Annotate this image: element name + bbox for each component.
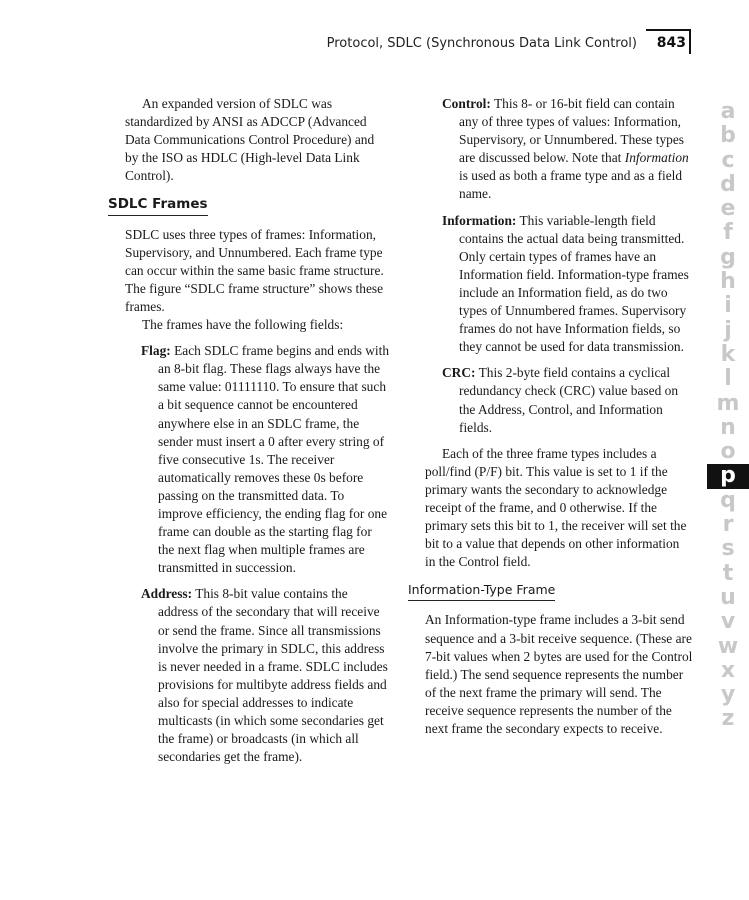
thumb-index-letter-e: e (720, 196, 736, 222)
field-address (141, 585, 390, 766)
thumb-index-letter-i: i (724, 293, 732, 319)
information-frame-paragraph: An Information-type frame includes a 3-bit send sequence and a 3-bit receive sequence. (These are 7-bit values when 2 bytes are used for the Control field.) The send sequence represents the number of the next frame the primary will send. The receive sequence represents the number of the next frame the secondary expects to receive. (425, 612, 693, 736)
thumb-index-letter-t: t (722, 560, 734, 586)
header-rule-vertical (689, 30, 691, 54)
thumb-index-letter-o: o (720, 439, 736, 465)
field-information-term: Information: (442, 212, 517, 228)
thumb-index-letter-q: q (720, 487, 736, 513)
frames-paragraph: SDLC uses three types of frames: Information, Supervisory, and Unnumbered. Each frame type can occur within the same basic frame structure. The figure “SDLC frame structure” shows these frames. (125, 226, 384, 314)
field-information-text: This variable-length field contains the actual data being transmitted. Only certain types of frames have an Information field. Information-type frames include an Information field, as do two types of Unnumbered frames. Supervisory frames do not have Information fields, so they cannot be used for data transmission. (459, 212, 689, 355)
field-control-term: Control: (442, 96, 491, 111)
field-control-text-a: This 8- or 16-bit field can contain any of three types of values: Information, Supervisory, or Unnumbered. These types are discussed below. Note that (459, 96, 684, 166)
field-flag-term: Flag: (141, 343, 171, 359)
field-crc-text: This 2-byte field contains a cyclical redundancy check (CRC) value based on the Address, Control, and Information fields. (459, 365, 679, 435)
thumb-index-letter-z: z (721, 706, 735, 732)
thumb-index-letter-b: b (720, 123, 736, 149)
field-flag (141, 342, 390, 577)
thumb-index-letter-f: f (723, 220, 733, 246)
thumb-index-letter-l: l (724, 366, 732, 392)
field-crc-term: CRC: (442, 365, 476, 381)
field-control (442, 95, 693, 204)
pf-bit-paragraph: Each of the three frame types includes a poll/find (P/F) bit. This value is set to 1 if the primary wants the secondary to acknowledge receipt of the frame, and 0 otherwise. If the primary sets this bit to 1, the receiver will set the bit to a value that depends on other information in the Control field. (425, 445, 687, 570)
page-number: 843 (656, 35, 686, 51)
thumb-index-letter-j: j (724, 317, 732, 343)
thumb-index-letter-y: y (720, 682, 736, 708)
header-rule-horizontal (646, 29, 691, 31)
field-information (442, 212, 693, 357)
thumb-index-letter-s: s (721, 536, 735, 562)
thumb-index-letter-n: n (720, 414, 736, 440)
thumb-index-letter-d: d (720, 171, 736, 197)
section-heading: SDLC Frames (108, 195, 208, 215)
thumb-index-letter-m: m (716, 390, 740, 416)
thumb-index-letter-u: u (720, 584, 736, 610)
thumb-index-letter-c: c (721, 147, 735, 173)
thumb-index (707, 100, 749, 732)
section-heading-sdlc-frames (108, 185, 390, 225)
thumb-index-letter-v: v (720, 609, 736, 635)
right-column (408, 95, 693, 738)
thumb-index-letter-x: x (720, 657, 736, 683)
thumb-index-letter-a: a (720, 99, 736, 124)
field-flag-text: Each SDLC frame begins and ends with an 8-bit flag. These flags always have the same value: 01111110. To ensure that such a bit sequence cannot be encountered anywhere else in an SDLC frame, the sender must insert a 0 after every string of five consecutive 1s. The receiver automatically removes these 0s before passing on the transmitted data. To improve efficiency, the ending flag for one frame can double as the starting flag for the next flag when multiple frames are transmitted in succession. (158, 343, 390, 576)
subsection-heading: Information-Type Frame (408, 581, 555, 601)
thumb-index-letter-p: p (707, 464, 749, 488)
field-control-text-b: is used as both a frame type and as a field name. (459, 168, 683, 202)
thumb-index-letter-h: h (720, 269, 736, 295)
field-address-term: Address: (141, 586, 193, 602)
thumb-index-letter-w: w (717, 633, 739, 659)
left-column (108, 95, 390, 766)
thumb-index-letter-g: g (720, 244, 736, 270)
thumb-index-letter-k: k (720, 341, 736, 367)
running-head (0, 0, 749, 60)
thumb-index-letter-r: r (722, 512, 734, 538)
field-crc (442, 364, 693, 436)
field-address-text: This 8-bit value contains the address of the secondary that will receive or send the frame. Since all transmissions involve the primary in SDLC, this address is never needed in a frame. SDLC includes provisions for multibyte address fields and also for special addresses to indicate multicasts (in which some secondaries get the frame) or broadcasts (in which all secondaries get the frame). (158, 586, 388, 765)
intro-paragraph: An expanded version of SDLC was standardized by ANSI as ADCCP (Advanced Data Communications Control Procedure) and by the ISO as HDLC (High-level Data Link Control). (125, 96, 375, 184)
field-control-italic: Information (624, 150, 689, 166)
subsection-heading-information-type-frame (408, 571, 693, 611)
fields-intro-paragraph: The frames have the following fields: (142, 317, 344, 333)
running-head-title: Protocol, SDLC (Synchronous Data Link Control) (326, 36, 637, 51)
